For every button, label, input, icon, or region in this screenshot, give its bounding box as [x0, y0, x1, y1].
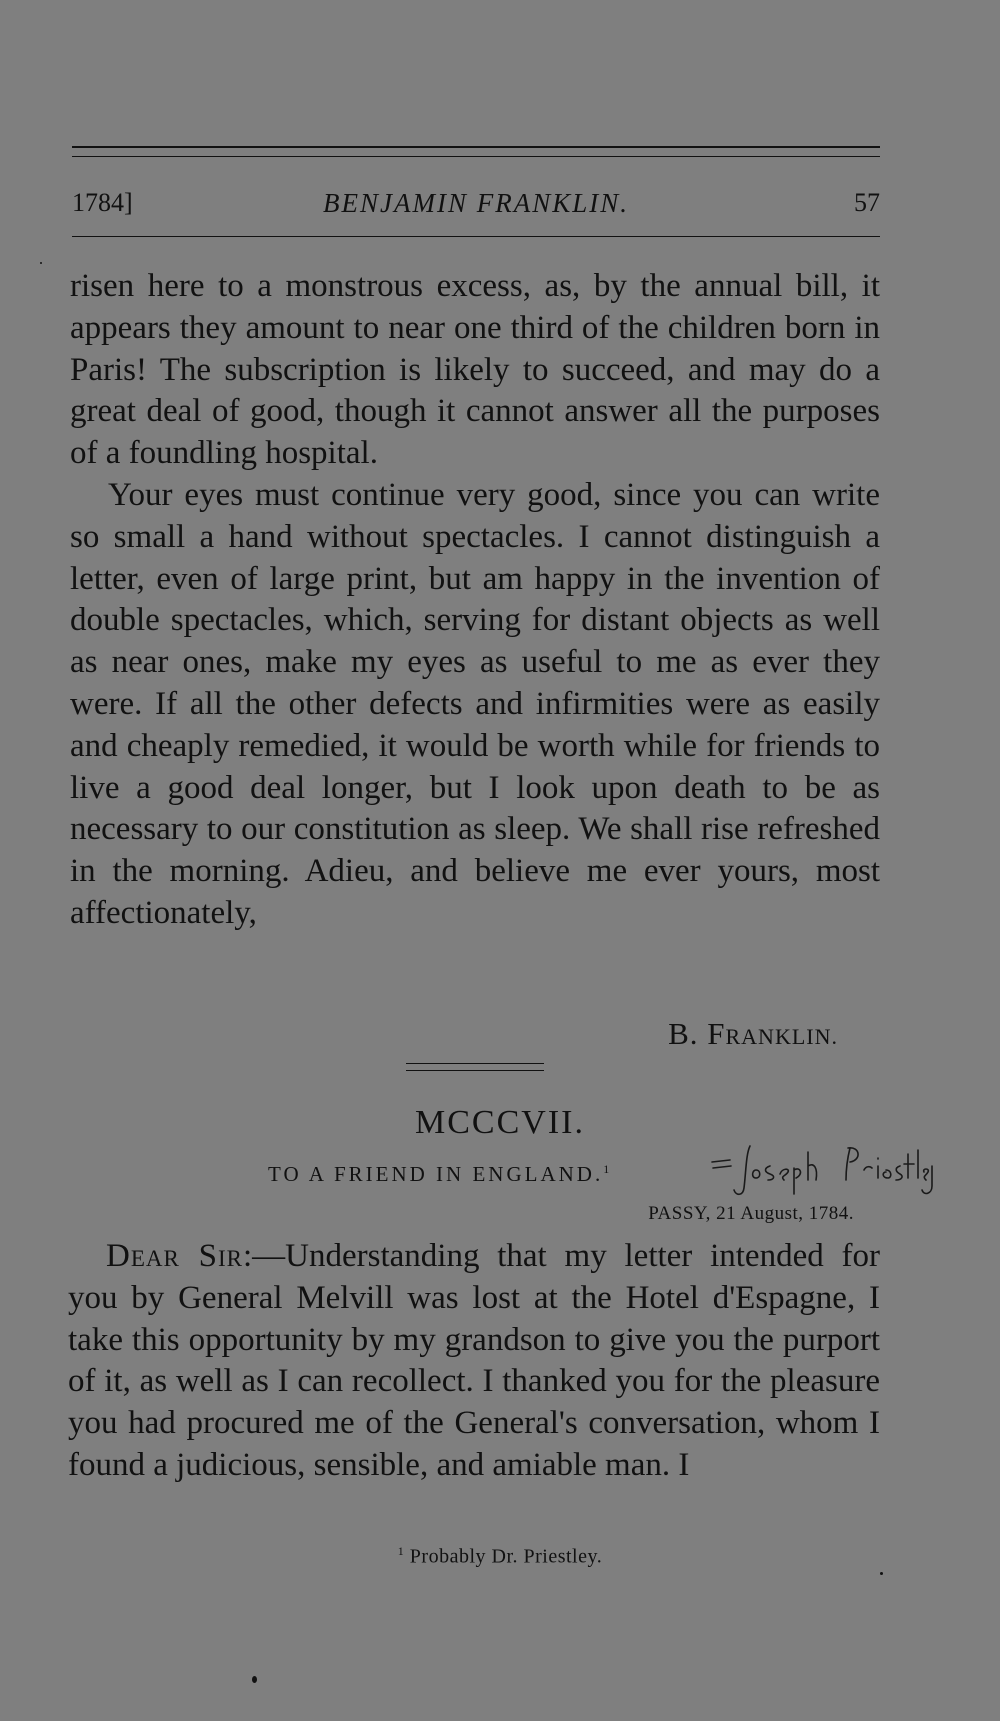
dateline: PASSY, 21 August, 1784.: [648, 1203, 854, 1224]
print-speck: [252, 1676, 257, 1683]
signature-initial: B. F: [668, 1016, 726, 1051]
handwritten-annotation: [710, 1132, 935, 1202]
footnote-reference: 1: [603, 1162, 610, 1176]
header-top-rule: [72, 146, 880, 157]
salutation: Dear Sir: [106, 1238, 243, 1274]
letter-text: :—Understanding that my letter intended for you by General Melvill was lost at the Hotel d'Espagne, I take this opportunity by my grandson to give you the purport of it, as well as I can recollect. I thanked you for the pleasure you had procured me of the General's conversation, whom I found a judicious, sensible, and amiable man. I: [68, 1238, 880, 1483]
header-year: 1784]: [72, 188, 133, 217]
letter-recipient: [268, 1162, 609, 1187]
footnote: [0, 1544, 1000, 1569]
print-speck: [40, 262, 42, 264]
letter-body: [68, 1236, 880, 1487]
letter-continuation: [70, 266, 880, 935]
signature: [668, 1016, 838, 1052]
print-speck: [880, 1572, 883, 1575]
recipient-text: TO A FRIEND IN ENGLAND.: [268, 1162, 604, 1186]
header-title: BENJAMIN FRANKLIN.: [323, 188, 629, 218]
footnote-text: Probably Dr. Priestley.: [409, 1545, 603, 1568]
page-number: 57: [854, 188, 880, 217]
section-divider: [406, 1063, 544, 1071]
footnote-marker: 1: [397, 1544, 405, 1558]
signature-surname: RANKLIN.: [725, 1024, 838, 1049]
running-header: [72, 188, 880, 224]
paragraph: risen here to a monstrous excess, as, by the annual bill, it appears they amount to near one third of the children born in Paris! The subscription is likely to succeed, and may do a great deal of good, though it cannot answer all the purposes of a foundling hospital.: [70, 268, 880, 472]
letter-number: MCCCVII.: [415, 1104, 585, 1141]
header-bottom-rule: [72, 236, 880, 237]
paragraph: Your eyes must continue very good, since you can write so small a hand without spectacles. I cannot distinguish a letter, even of large print, but am happy in the invention of double spectacles, which, serving for distant objects as well as near ones, make my eyes as useful to me as ever they were. If all the other defects and infirmities were as easily and cheaply remedied, it would be worth while for friends to live a good deal longer, but I look upon death to be as necessary to our constitution as sleep. We shall rise refreshed in the morning. Adieu, and believe me ever yours, most affectionately,: [70, 476, 880, 931]
